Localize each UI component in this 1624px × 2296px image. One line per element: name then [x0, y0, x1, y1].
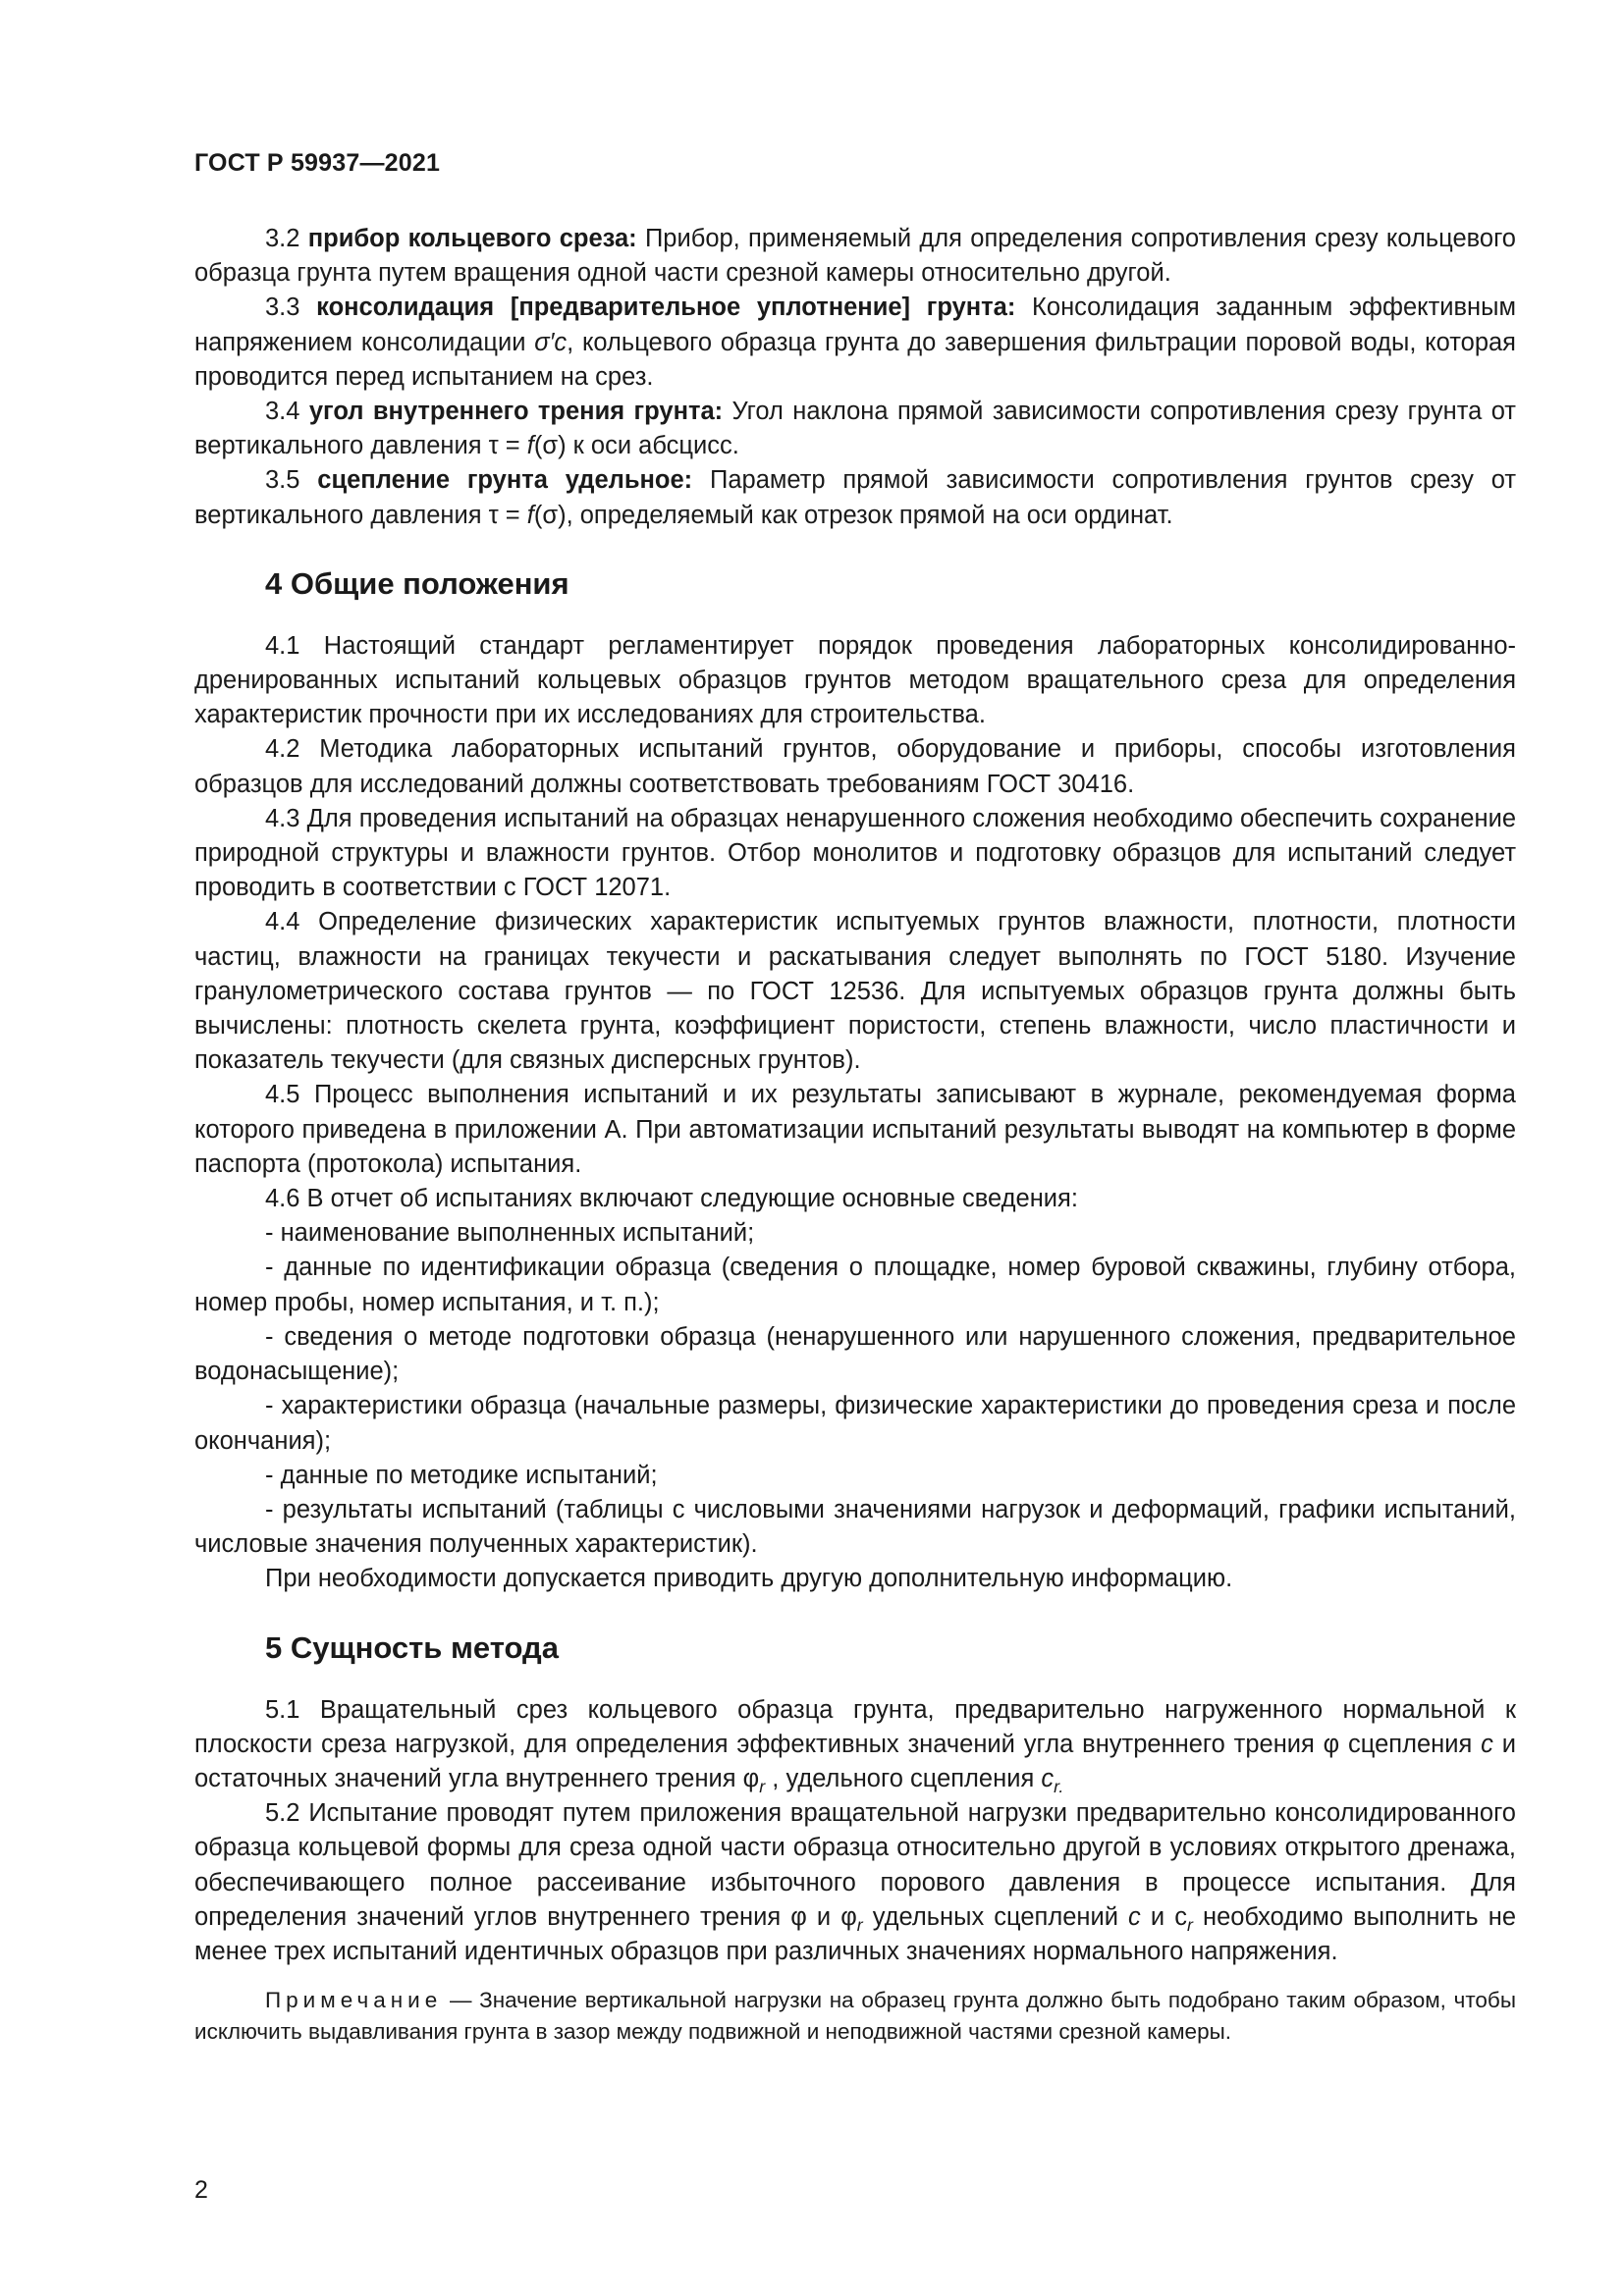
- term: угол внутреннего трения грунта:: [308, 398, 724, 426]
- text-run: 5.2 Испытание проводят путем приложения вращательной нагрузки предварительно консолидированного образца кольцевой формы для среза одной части образца относительно другой в условиях открытого дренажа, обеспечивающего полное рассеивание избыточного порового давления в процессе испытания. Для определения значений углов внутреннего трения φ и φ: [194, 1799, 1516, 1931]
- clause-number: 3.2: [265, 225, 300, 252]
- document-code-header: ГОСТ Р 59937—2021: [194, 149, 441, 177]
- paragraph-3-3: [194, 291, 1516, 395]
- symbol: r.: [1054, 1776, 1064, 1796]
- note-text: — Значение вертикальной нагрузки на образец грунта должно быть подобрано таким образом, чтобы исключить выдавливания грунта в зазор между подвижной и неподвижной частями срезной камеры.: [194, 1988, 1516, 2045]
- note-label: Примечание: [265, 1988, 443, 2013]
- section-heading-4: 4 Общие положения: [265, 565, 569, 601]
- subscript: [1054, 1777, 1063, 1796]
- paragraph-3-4: [194, 395, 1516, 463]
- paragraph-3-5: [194, 463, 1516, 532]
- list-item: - наименование выполненных испытаний;: [265, 1219, 755, 1248]
- paragraph-4-4: 4.4 Определение физических характеристик испытуемых грунтов влажности, плотности, плотности частиц, влажности на границах текучести и раскатывания следует выполнять по ГОСТ 5180. Изучение гранулометрического состава грунтов — по ГОСТ 12536. Для испытуемых образцов грунта должны быть вычислены: плотность скелета грунта, коэффициент пористости, степень влажности, число пластичности и показатель текучести (для связных дисперсных грунтов).: [194, 908, 1516, 1075]
- text-run: и остаточных значений угла внутреннего трения φ: [194, 1730, 1516, 1792]
- paragraph-4-3: 4.3 Для проведения испытаний на образцах ненарушенного сложения необходимо обеспечить сохранение природной структуры и влажности грунтов. Отбор монолитов и подготовку образцов для испытаний следует проводить в соответствии с ГОСТ 12071.: [194, 804, 1516, 902]
- symbol: r: [1186, 1914, 1193, 1935]
- page-number: 2: [194, 2176, 208, 2204]
- definition-text: Параметр прямой зависимости сопротивления грунтов срезу от вертикального давления τ =: [194, 466, 1516, 529]
- symbol: σ′c: [534, 328, 568, 356]
- paragraph-5-2: [194, 1796, 1516, 1969]
- symbol: f: [526, 432, 534, 460]
- text-run: 5.1 Вращательный срез кольцевого образца грунта, предварительно нагруженного нормальной к плоскости среза нагрузкой, для определения эффективных значений угла внутреннего трения φ сцепления: [194, 1695, 1516, 1758]
- text-run: и c: [1140, 1902, 1187, 1931]
- symbol: r: [759, 1776, 766, 1796]
- list-item: - данные по методике испытаний;: [265, 1461, 658, 1489]
- note-paragraph: [194, 1985, 1516, 2048]
- term: сцепление грунта удельное:: [317, 466, 693, 495]
- symbol: c: [1481, 1730, 1493, 1758]
- clause-number: 3.5: [265, 466, 300, 495]
- term: прибор кольцевого среза:: [307, 225, 637, 252]
- paragraph-5-1: [194, 1693, 1516, 1797]
- definition-text: Угол наклона прямой зависимости сопротивления срезу грунта от вертикального давления τ =: [194, 398, 1516, 460]
- symbol: f: [526, 501, 534, 529]
- paragraph-3-2: [194, 222, 1516, 291]
- document-body: [194, 222, 1516, 2048]
- definition-text: Прибор, применяемый для определения сопротивления срезу кольцевого образца грунта путем вращения одной части срезной камеры относительно другой.: [194, 225, 1516, 288]
- clause-number: 3.4: [265, 398, 300, 426]
- paragraph-4-5: 4.5 Процесс выполнения испытаний и их результаты записывают в журнале, рекомендуемая форма которого приведена в приложении А. При автоматизации испытаний результаты выводят на компьютер в форме паспорта (протокола) испытания.: [194, 1081, 1516, 1178]
- paragraph-4-closing: При необходимости допускается приводить другую дополнительную информацию.: [265, 1565, 1233, 1593]
- definition-text: , кольцевого образца грунта до завершения фильтрации поровой воды, которая проводится перед испытанием на срез.: [194, 328, 1516, 391]
- symbol: c: [1128, 1902, 1141, 1931]
- text-run: , удельного сцепления: [765, 1764, 1042, 1792]
- text-run: необходимо выполнить не менее трех испытаний идентичных образцов при различных значениях нормального напряжения.: [194, 1902, 1516, 1965]
- paragraph-4-6: 4.6 В отчет об испытаниях включают следующие основные сведения:: [265, 1185, 1078, 1213]
- paragraph-4-2: 4.2 Методика лабораторных испытаний грунтов, оборудование и приборы, способы изготовления образцов для исследований должны соответствовать требованиям ГОСТ 30416.: [194, 735, 1516, 798]
- paragraph-4-1: 4.1 Настоящий стандарт регламентирует порядок проведения лабораторных консолидированно-дренированных испытаний кольцевых образцов грунтов методом вращательного среза для определения характеристик прочности при их исследованиях для строительства.: [194, 631, 1516, 729]
- list-item: - сведения о методе подготовки образца (ненарушенного или нарушенного сложения, предварительное водонасыщение);: [194, 1322, 1516, 1386]
- text-run: удельных сцеплений: [862, 1902, 1129, 1931]
- definition-text: (σ), определяемый как отрезок прямой на оси ординат.: [533, 501, 1173, 529]
- clause-number: 3.3: [265, 294, 300, 322]
- list-item: - результаты испытаний (таблицы с числовыми значениями нагрузок и деформаций, графики испытаний, числовые значения полученных характеристик).: [194, 1495, 1516, 1559]
- term: консолидация [предварительное уплотнение] грунта:: [316, 294, 1016, 322]
- list-item: - характеристики образца (начальные размеры, физические характеристики до проведения среза и после окончания);: [194, 1392, 1516, 1455]
- symbol: c: [1041, 1764, 1055, 1792]
- section-heading-5: 5 Сущность метода: [265, 1629, 559, 1665]
- list-item: - данные по идентификации образца (сведения о площадке, номер буровой скважины, глубину отбора, номер пробы, номер испытания, и т. п.);: [194, 1254, 1516, 1316]
- definition-text: (σ) к оси абсцисс.: [533, 432, 739, 460]
- definition-text: Консолидация заданным эффективным напряжением консолидации: [194, 294, 1516, 356]
- symbol: r: [856, 1914, 863, 1935]
